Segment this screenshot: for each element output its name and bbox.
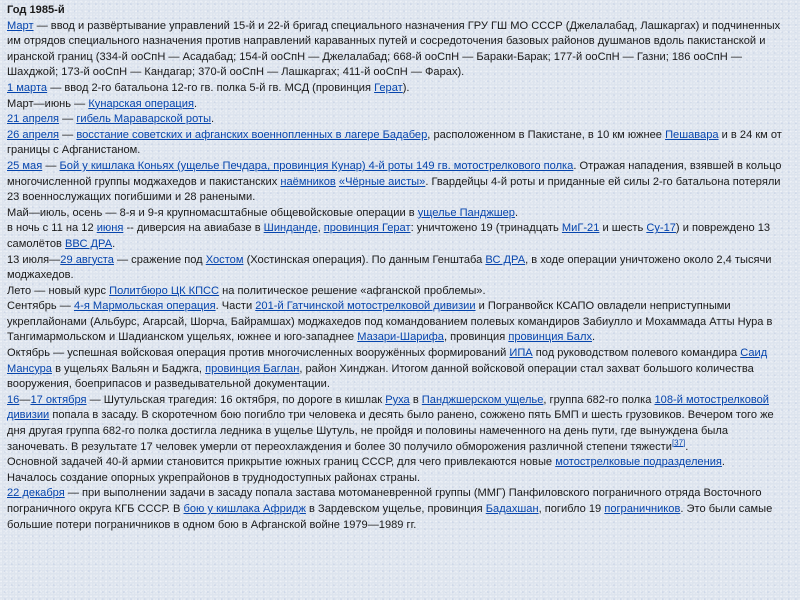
inline-link[interactable]: ущелье Панджшер <box>417 206 515 219</box>
inline-link[interactable]: Руха <box>385 393 410 406</box>
inline-link[interactable]: наёмников <box>280 175 336 188</box>
paragraph-text: — <box>19 393 31 406</box>
paragraph <box>7 455 791 471</box>
paragraph-text: Основной задачей 40-й армии становится прикрытие южных границ СССР, для чего привлекаются новые <box>7 456 556 469</box>
inline-link[interactable]: пограничников <box>604 503 681 515</box>
paragraph-text: . <box>112 237 116 250</box>
inline-link[interactable]: «Чёрные аисты» <box>338 175 426 188</box>
paragraph-text: . Отражая нападения, взявшей в кольцо многочисленной группы моджахедов и пакистанских <box>7 159 782 188</box>
inline-link[interactable]: Кунарская операция <box>88 97 194 110</box>
paragraph <box>7 206 791 222</box>
inline-link[interactable]: 29 августа <box>60 253 114 266</box>
paragraph <box>7 159 791 206</box>
paragraph-text: , район Хинджан. Итогом данной войсковой операции стал захват большого количества вооружения, боеприпасов и разведывательной документации. <box>7 362 754 391</box>
inline-link[interactable]: мотострелковые подразделения <box>555 456 722 469</box>
paragraph-text: Март—июнь — <box>7 97 89 110</box>
paragraph-text: . <box>211 113 215 126</box>
paragraph-text: , <box>317 222 324 235</box>
paragraph-text: и Погранвойск КСАПО овладели неприступными укреплайонами (Альбурс, Агарсай, Шорча, Байрамшах) моджахедов под командованием полевых командиров Забиулло и Мохаммада Атты Нура в Тангимармольском и Шадианском ущельях, южнее и юго-западнее <box>7 300 773 344</box>
paragraph-text: (Хостинская операция). По данным Генштаба <box>243 253 486 266</box>
inline-link[interactable]: 25 мая <box>7 159 43 172</box>
paragraph-list <box>7 19 791 534</box>
inline-link[interactable]: Хостом <box>205 253 244 266</box>
inline-link[interactable]: гибель Мараварской роты <box>76 113 212 126</box>
inline-link[interactable]: провинция Герат <box>323 222 411 235</box>
paragraph-text: , провинция <box>443 331 509 344</box>
paragraph <box>7 97 791 113</box>
footnote-reference-link[interactable]: [37] <box>671 437 686 447</box>
paragraph-text: : уничтожено 19 (тринадцать <box>410 222 562 235</box>
paragraph-text: — ввод 2-го батальона 12-го гв. полка 5-й гв. МСД (провинция <box>47 81 375 94</box>
inline-link[interactable]: МиГ-21 <box>561 222 600 235</box>
paragraph-text: -- диверсия на авиабазе в <box>123 222 264 235</box>
paragraph-text: в ночь с 11 на 12 <box>7 222 97 235</box>
paragraph-text: на политическое решение «афганской проблемы». <box>219 284 486 297</box>
paragraph <box>7 112 791 128</box>
inline-link[interactable]: июня <box>96 222 124 235</box>
inline-link[interactable]: 1 марта <box>7 81 48 94</box>
paragraph <box>7 346 791 393</box>
paragraph-text: . Гвардейцы 4-й роты и приданные ей силы 2-го батальона потеряли 23 военнослужащих погибшими и 28 ранеными. <box>7 175 781 204</box>
paragraph-text: в ущельях Вальян и Баджга, <box>51 362 206 375</box>
paragraph-text: , погибло 19 <box>538 503 605 515</box>
inline-link[interactable]: 17 октября <box>30 393 87 406</box>
paragraph-text: Лето — новый курс <box>7 284 110 297</box>
paragraph <box>7 284 791 300</box>
paragraph <box>7 221 791 252</box>
paragraph-text: — Шутульская трагедия: 16 октября, по дороге в кишлак <box>86 393 386 406</box>
inline-link[interactable]: 4-я Мармольская операция <box>73 300 216 313</box>
paragraph <box>7 19 791 81</box>
paragraph-text: 13 июля— <box>7 253 61 266</box>
paragraph-text: . <box>514 206 519 219</box>
paragraph-text: — сражение под <box>113 253 206 266</box>
inline-link[interactable]: Герат <box>374 81 403 94</box>
inline-link[interactable]: Бой у кишлака Коньях (ущелье Печдара, провинция Кунар) 4-й роты 149 гв. мотострелкового полка <box>59 159 574 172</box>
inline-link[interactable]: ИПА <box>509 347 533 360</box>
inline-link[interactable]: бою у кишлака Афридж <box>183 503 306 515</box>
paragraph-text: Сентябрь — <box>7 300 74 313</box>
paragraph-text: Май—июль, осень — 8-я и 9-я крупномасштабные общевойсковые операции в <box>7 206 418 219</box>
document-page <box>7 3 791 600</box>
paragraph-text: в Зардевском ущелье, провинция <box>305 503 486 515</box>
paragraph <box>7 299 791 346</box>
inline-link[interactable]: 21 апреля <box>7 113 60 126</box>
paragraph <box>7 393 791 455</box>
inline-link[interactable]: Пешавара <box>665 128 719 141</box>
inline-link[interactable]: 201-й Гатчинской мотострелковой дивизии <box>255 300 476 313</box>
inline-link[interactable]: Политбюро ЦК КПСС <box>109 284 220 297</box>
paragraph-text: , расположенном в Пакистане, в 10 км южнее <box>427 128 666 141</box>
inline-link[interactable]: Бадахшан <box>485 503 539 515</box>
paragraph-text: . Части <box>215 300 256 313</box>
paragraph <box>7 471 791 487</box>
paragraph-text: — <box>59 113 77 126</box>
inline-link[interactable]: 16 <box>7 393 20 406</box>
inline-link[interactable]: восстание советских и афганских военнопленных в лагере Бадабер <box>76 128 428 141</box>
inline-link[interactable]: Мазари-Шарифа <box>357 331 444 344</box>
paragraph-text: — <box>42 159 60 172</box>
paragraph-text: . <box>193 97 198 110</box>
inline-link[interactable]: 108-й мотострелковой дивизии <box>7 393 770 422</box>
paragraph-text: . Это были самые большие потери пограничников в одном бою в Афганской войне 1979—1989 гг. <box>7 503 773 531</box>
paragraph <box>7 253 791 284</box>
paragraph-text: . <box>721 456 726 469</box>
paragraph-text: , группа 682-го полка <box>543 393 655 406</box>
paragraph-text: ) и повреждено 13 самолётов <box>7 222 771 250</box>
paragraph-text: под руководством полевого командира <box>532 347 741 360</box>
paragraph-text: — <box>59 128 77 141</box>
paragraph-text: . <box>685 440 689 453</box>
inline-link[interactable]: Су-17 <box>646 222 676 235</box>
paragraph-text: Октябрь — успешная войсковая операция против многочисленных вооружённых формирований <box>7 347 510 360</box>
paragraph-text: и в 24 км от границы с Афганистаном. <box>7 128 782 157</box>
inline-link[interactable]: 22 декабря <box>7 487 65 500</box>
paragraph-text: ). <box>402 81 410 94</box>
paragraph-text: — при выполнении задачи в засаду попала застава мотоманевренной группы (ММГ) Панфиловского пограничного отряда Восточного пограничного округа КГБ СССР. В <box>7 487 762 515</box>
inline-link[interactable]: 26 апреля <box>7 128 60 141</box>
document-heading: Год 1985-й <box>7 4 65 16</box>
inline-link[interactable]: ВС ДРА <box>485 253 526 266</box>
inline-link[interactable]: Саид Мансура <box>7 347 768 375</box>
inline-link[interactable]: Шинданде <box>263 222 318 235</box>
paragraph-text: — ввод и развёртывание управлений 15-й и 22-й бригад специального назначения ГРУ ГШ МО СССР (Джелалабад, Лашкаргах) и подчиненных им отрядов специального назначения против направлений караванных путей и сосредоточения базовых районов душманов вдоль пакистанской и иранской границ (334-й ооСпН — Асадабад; 154-й ооСпН — Джелалабад; 668-й ооСпН — Бараки-Барак; 177-й ооСпН — Газни; 186 ооСпН — Шахджой; 173-й ооСпН — Кандагар; 370-й ооСпН — Лашкаргах; 411-й ооСпН — Фарах). <box>7 19 781 79</box>
inline-link[interactable]: провинция Баглан <box>205 362 300 375</box>
paragraph-text: и шесть <box>599 222 647 235</box>
paragraph-text: , в ходе операции уничтожено около 2,4 тысячи моджахедов. <box>7 253 772 282</box>
paragraph <box>7 81 791 97</box>
paragraph-text: в <box>409 393 422 406</box>
paragraph <box>7 486 791 533</box>
paragraph-text: . <box>592 331 596 344</box>
paragraph-text: Началось создание опорных укрепрайонов в труднодоступных районах страны. <box>7 471 421 484</box>
inline-link[interactable]: провинция Балх <box>508 331 592 344</box>
inline-link[interactable]: ВВС ДРА <box>65 237 113 250</box>
inline-link[interactable]: Панджшерском ущелье <box>421 393 544 406</box>
inline-link[interactable]: Март <box>7 19 34 32</box>
paragraph-text: попала в засаду. В скоротечном бою погибло три человека и десять было ранено, сожжено пять БМП и шесть грузовиков. Вечером того же дня другая группа 682-го полка достигла ледника в ущелье Шутуль, не пройдя и половины намеченного на день пути, где вынуждена была заночевать. В результате 17 человек умерли от переохлаждения и более 30 получило обморожения различной степени тяжести <box>7 409 774 453</box>
paragraph <box>7 128 791 159</box>
